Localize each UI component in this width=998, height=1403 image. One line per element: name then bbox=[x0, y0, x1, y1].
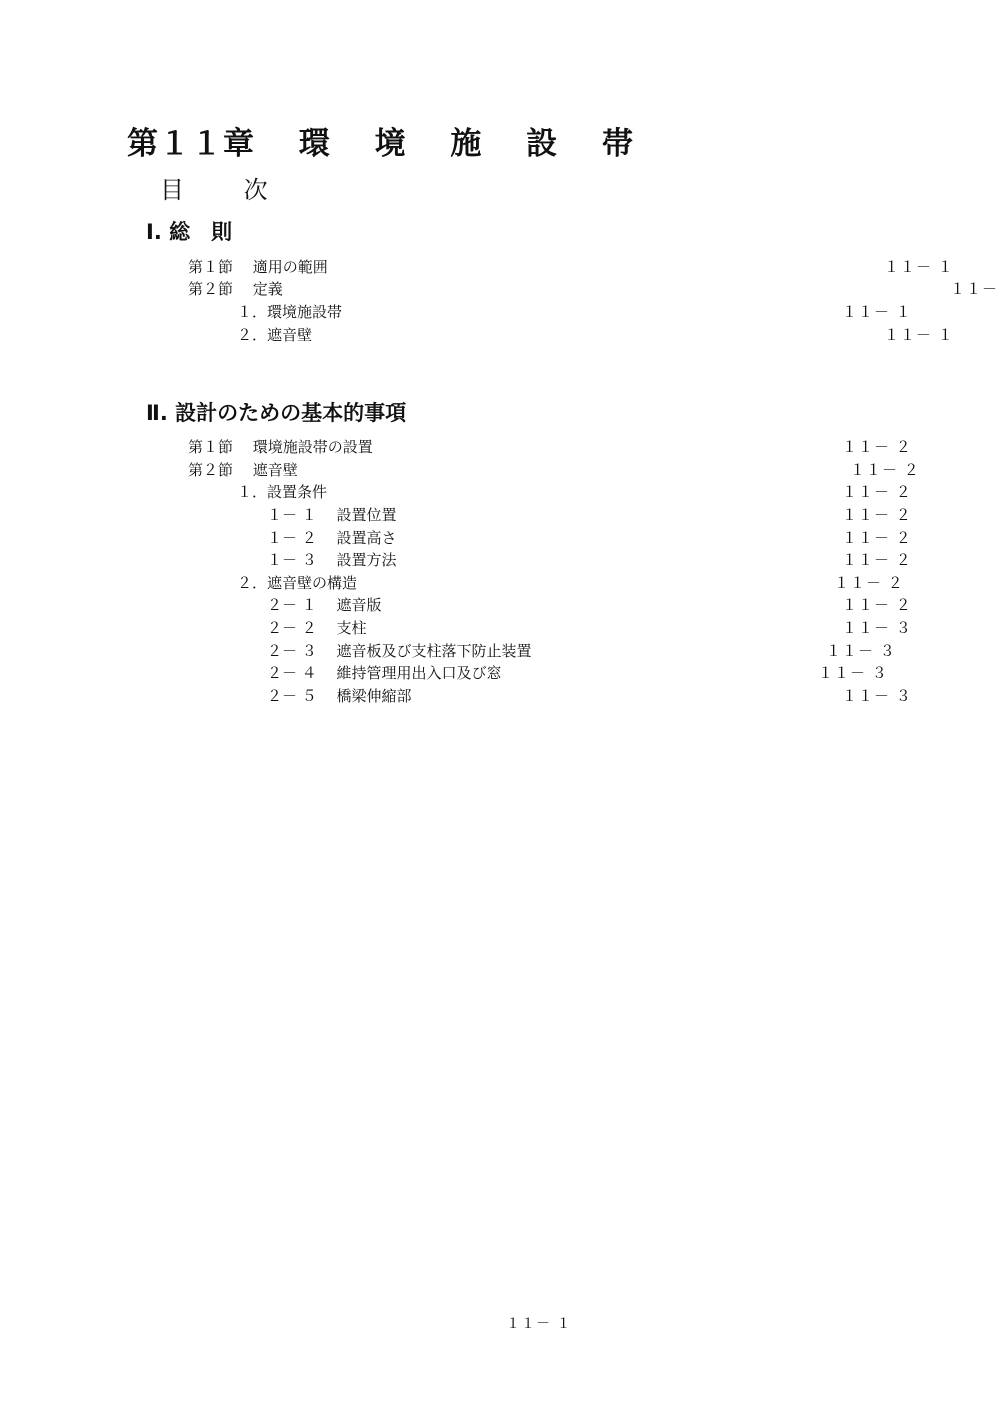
section-heading-general: Ⅰ. 総 則 bbox=[146, 220, 233, 244]
toc-entry-page: １１－ ２ bbox=[850, 461, 920, 479]
toc-entry-page: １１－ ３ bbox=[842, 687, 912, 705]
toc-entry-page: １１－ ２ bbox=[842, 529, 912, 547]
toc-entry-label: 第１節 適用の範囲 bbox=[188, 258, 328, 276]
toc-entry-page: １１－ ３ bbox=[826, 642, 896, 660]
toc-entry-label: ２－ ３ 遮音板及び支柱落下防止装置 bbox=[267, 642, 532, 660]
toc-entry-label: 第２節 定義 bbox=[188, 280, 283, 298]
toc-entry-label: １．環境施設帯 bbox=[237, 303, 343, 321]
toc-entry-label: １－ ２ 設置高さ bbox=[267, 529, 397, 547]
toc-entry-page: １１－ ２ bbox=[842, 506, 912, 524]
toc-entry-page: １１－ bbox=[950, 280, 998, 298]
toc-entry-label: ２．遮音壁 bbox=[237, 326, 313, 344]
toc-entry-label: 第１節 環境施設帯の設置 bbox=[188, 438, 373, 456]
toc-entry-page: １１－ ３ bbox=[842, 619, 912, 637]
toc-entry-page: １１－ ３ bbox=[818, 664, 888, 682]
toc-entry-label: 第２節 遮音壁 bbox=[188, 461, 298, 479]
toc-entry-page: １１－ ２ bbox=[842, 438, 912, 456]
toc-entry-label: １．設置条件 bbox=[237, 483, 328, 501]
toc-entry-page: １１－ １ bbox=[884, 258, 954, 276]
chapter-title: 第１１章 環 境 施 設 帯 bbox=[127, 126, 634, 162]
toc-entry-page: １１－ １ bbox=[884, 326, 954, 344]
page-number: １１－ １ bbox=[506, 1316, 572, 1332]
toc-entry-label: １－ ３ 設置方法 bbox=[267, 551, 397, 569]
toc-entry-label: ２－ ４ 維持管理用出入口及び窓 bbox=[267, 664, 502, 682]
toc-entry-label: ２－ ５ 橋梁伸縮部 bbox=[267, 687, 412, 705]
toc-entry-label: ２－ １ 遮音版 bbox=[267, 596, 382, 614]
toc-entry-page: １１－ ２ bbox=[842, 551, 912, 569]
section-heading-basic-design: Ⅱ. 設計のための基本的事項 bbox=[146, 401, 407, 425]
toc-entry-page: １１－ １ bbox=[842, 303, 912, 321]
toc-entry-page: １１－ ２ bbox=[842, 483, 912, 501]
toc-entry-label: ２．遮音壁の構造 bbox=[237, 574, 358, 592]
toc-entry-page: １１－ ２ bbox=[842, 596, 912, 614]
toc-entry-label: ２－ ２ 支柱 bbox=[267, 619, 367, 637]
toc-entry-label: １－ １ 設置位置 bbox=[267, 506, 397, 524]
toc-heading: 目 次 bbox=[160, 176, 294, 204]
toc-entry-page: １１－ ２ bbox=[834, 574, 904, 592]
